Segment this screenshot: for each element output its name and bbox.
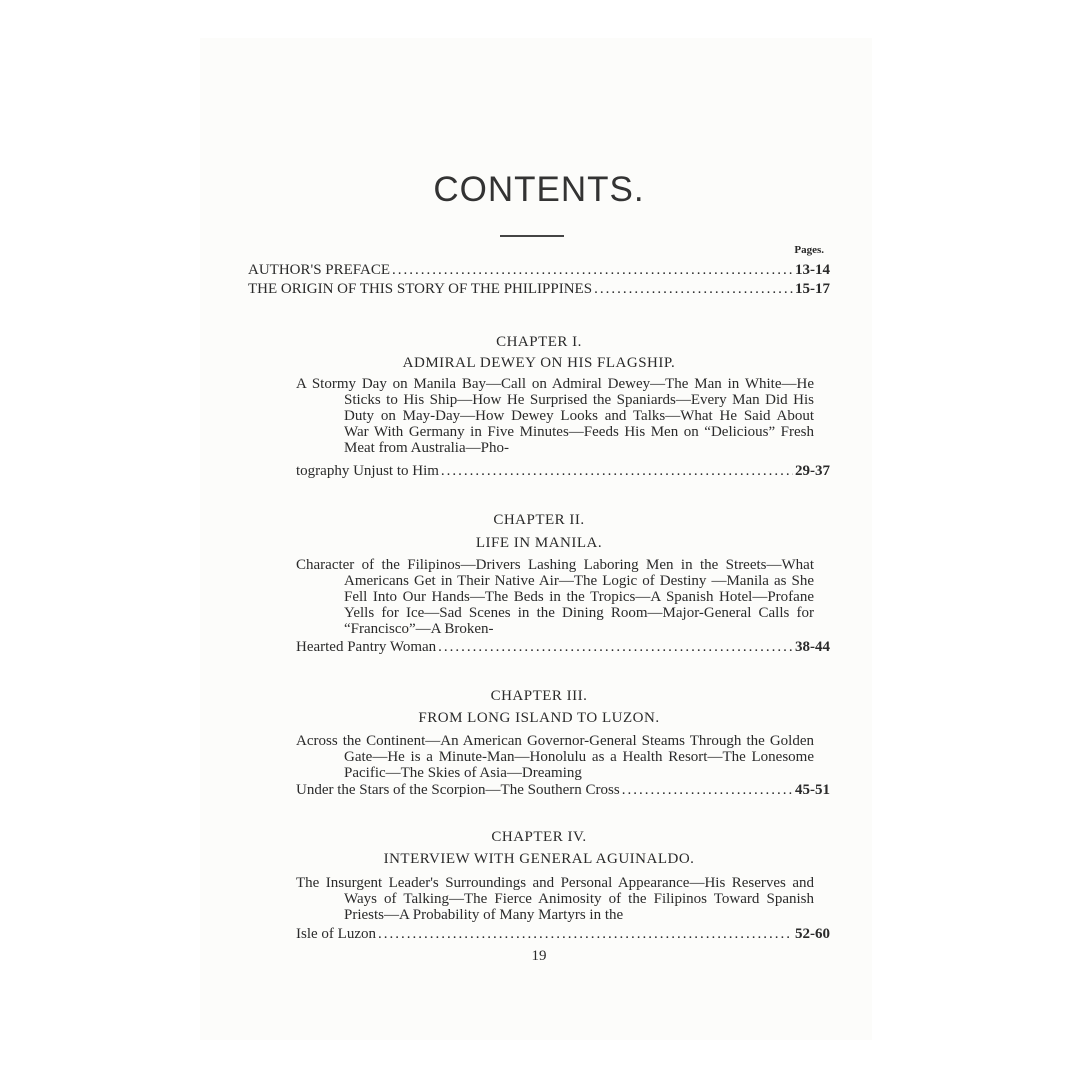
leader-dots — [594, 281, 793, 297]
chapter-summary: Character of the Filipinos—Drivers Lashing Laboring Men in the Streets—What Americans Get in Their Native Air—The Logic of Destiny —Manila as She Fell Into Our Hands—The Beds in the Tropics—A Spanish Hotel—Profane Yells for Ice—Sad Scenes in the Dining Room—Major-General Calls for “Francisco”—A Broken- — [296, 557, 814, 637]
toc-entry-pages: 13-14 — [795, 262, 830, 278]
toc-entry-origin — [248, 281, 830, 297]
page-number: 19 — [531, 948, 547, 964]
chapter-title: INTERVIEW WITH GENERAL AGUINALDO. — [383, 851, 695, 867]
toc-entry-pages: 45-51 — [795, 782, 830, 798]
toc-entry-label: Under the Stars of the Scorpion—The Southern Cross — [296, 782, 620, 798]
toc-entry-label: Hearted Pantry Woman — [296, 639, 437, 655]
leader-dots — [378, 926, 793, 942]
leader-dots — [438, 639, 793, 655]
title-rule — [500, 235, 564, 237]
leader-dots — [622, 782, 793, 798]
toc-entry-pages: 52-60 — [795, 926, 830, 942]
pages-column-header: Pages. — [794, 244, 824, 256]
chapter-summary: Across the Continent—An American Governor-General Steams Through the Golden Gate—He is a Minute-Man—Honolulu as a Health Resort—The Lonesome Pacific—The Skies of Asia—Dreaming — [296, 733, 814, 781]
toc-entry-pages: 15-17 — [795, 281, 830, 297]
chapter-number: CHAPTER III. — [490, 688, 588, 704]
chapter-number: CHAPTER I. — [496, 334, 582, 350]
toc-entry-preface — [248, 262, 830, 278]
leader-dots — [441, 463, 793, 479]
chapter-summary-last-line — [296, 639, 830, 655]
toc-entry-label: THE ORIGIN OF THIS STORY OF THE PHILIPPINES — [248, 281, 593, 297]
chapter-number: CHAPTER II. — [493, 512, 585, 528]
toc-entry-label: tography Unjust to Him — [296, 463, 439, 479]
page-title: CONTENTS. — [433, 170, 645, 209]
chapter-number: CHAPTER IV. — [491, 829, 587, 845]
chapter-summary-last-line — [296, 782, 830, 798]
chapter-title: LIFE IN MANILA. — [475, 535, 603, 551]
chapter-summary: The Insurgent Leader's Surroundings and Personal Appearance—His Reserves and Ways of Talking—The Fierce Animosity of the Filipinos Toward Spanish Priests—A Probability of Many Martyrs in the — [296, 875, 814, 923]
toc-entry-label: AUTHOR'S PREFACE — [248, 262, 391, 278]
chapter-title: ADMIRAL DEWEY ON HIS FLAGSHIP. — [402, 355, 676, 371]
chapter-title: FROM LONG ISLAND TO LUZON. — [418, 710, 660, 726]
toc-entry-label: Isle of Luzon — [296, 926, 376, 942]
chapter-summary: A Stormy Day on Manila Bay—Call on Admiral Dewey—The Man in White—He Sticks to His Ship—How He Surprised the Spaniards—Every Man Did His Duty on May-Day—How Dewey Looks and Talks—What He Said About War With Germany in Five Minutes—Feeds His Men on “Delicious” Fresh Meat from Australia—Pho- — [296, 376, 814, 456]
chapter-summary-last-line — [296, 926, 830, 942]
leader-dots — [392, 262, 793, 278]
toc-entry-pages: 29-37 — [795, 463, 830, 479]
chapter-summary-last-line — [296, 463, 830, 479]
toc-entry-pages: 38-44 — [795, 639, 830, 655]
